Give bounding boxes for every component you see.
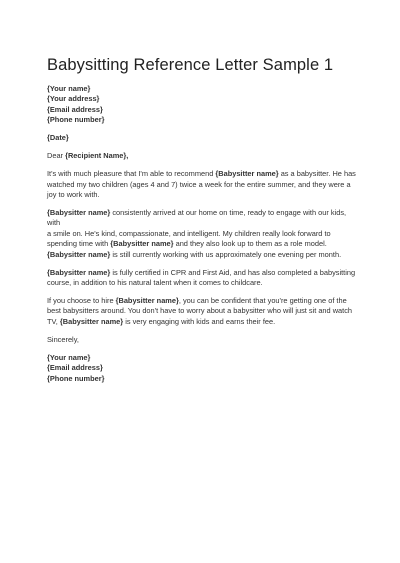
babysitter-name-placeholder: {Babysitter name}	[47, 249, 111, 259]
text-run: is still currently working with us approximately one evening per month.	[110, 249, 342, 259]
salutation-prefix: Dear	[47, 151, 66, 161]
paragraph-character	[47, 208, 360, 260]
paragraph-line	[47, 268, 360, 278]
paragraph-line: a smile on. He's kind, compassionate, and intelligent. My children really look forward to	[47, 228, 331, 238]
paragraph-line	[47, 317, 360, 327]
paragraph-certification	[47, 268, 360, 289]
sender-block	[47, 84, 360, 126]
text-run: It's with much pleasure that I'm able to recommend	[47, 169, 216, 179]
paragraph-line	[47, 250, 360, 260]
salutation	[47, 151, 360, 161]
recipient-name: {Recipient Name},	[65, 151, 129, 161]
text-run: as a babysitter. He has	[278, 169, 356, 179]
sender-phone: {Phone number}	[47, 115, 105, 125]
sender-name: {Your name}	[47, 84, 91, 93]
text-run: spending time with	[47, 239, 111, 249]
babysitter-name-placeholder: {Babysitter name}	[115, 296, 179, 306]
letter-date: {Date}	[47, 133, 69, 143]
paragraph-line	[47, 208, 360, 229]
text-run: , you can be confident that you're getting one of the	[178, 296, 347, 306]
paragraph-endorsement	[47, 296, 360, 327]
signature-phone: {Phone number}	[47, 373, 105, 383]
babysitter-name-placeholder: {Babysitter name}	[110, 239, 174, 249]
text-run: If you choose to hire	[47, 296, 116, 306]
paragraph-recommendation	[47, 169, 360, 200]
text-run: is fully certified in CPR and First Aid, and has also completed a babysitting	[110, 267, 356, 277]
paragraph-line	[47, 169, 360, 179]
text-run: TV,	[47, 316, 60, 326]
signature-name: {Your name}	[47, 352, 91, 362]
signature-block	[47, 353, 360, 384]
paragraph-line: course, in addition to his natural talent when it comes to childcare.	[47, 278, 263, 288]
text-run: is very engaging with kids and earns their fee.	[123, 316, 276, 326]
paragraph-line	[47, 296, 360, 306]
paragraph-line: best babysitters around. You don't have to worry about a babysitter who will just sit and watch	[47, 306, 353, 316]
paragraph-line	[47, 239, 360, 249]
text-run: and they also look up to them as a role model.	[173, 239, 327, 249]
closing: Sincerely,	[47, 334, 79, 344]
text-run: consistently arrived at our home on time, ready to engage with our kids, with	[47, 208, 347, 228]
paragraph-line: watched my two children (ages 4 and 7) twice a week for the entire summer, and they were a	[47, 179, 351, 189]
babysitter-name-placeholder: {Babysitter name}	[59, 316, 124, 326]
document-title: Babysitting Reference Letter Sample 1	[47, 56, 334, 74]
signature-email: {Email address}	[47, 363, 103, 373]
babysitter-name-placeholder: {Babysitter name}	[47, 208, 111, 218]
babysitter-name-placeholder: {Babysitter name}	[47, 267, 111, 277]
paragraph-line: joy to work with.	[47, 190, 100, 200]
sender-email: {Email address}	[47, 104, 103, 114]
sender-address: {Your address}	[47, 94, 100, 104]
babysitter-name-placeholder: {Babysitter name}	[215, 169, 279, 179]
